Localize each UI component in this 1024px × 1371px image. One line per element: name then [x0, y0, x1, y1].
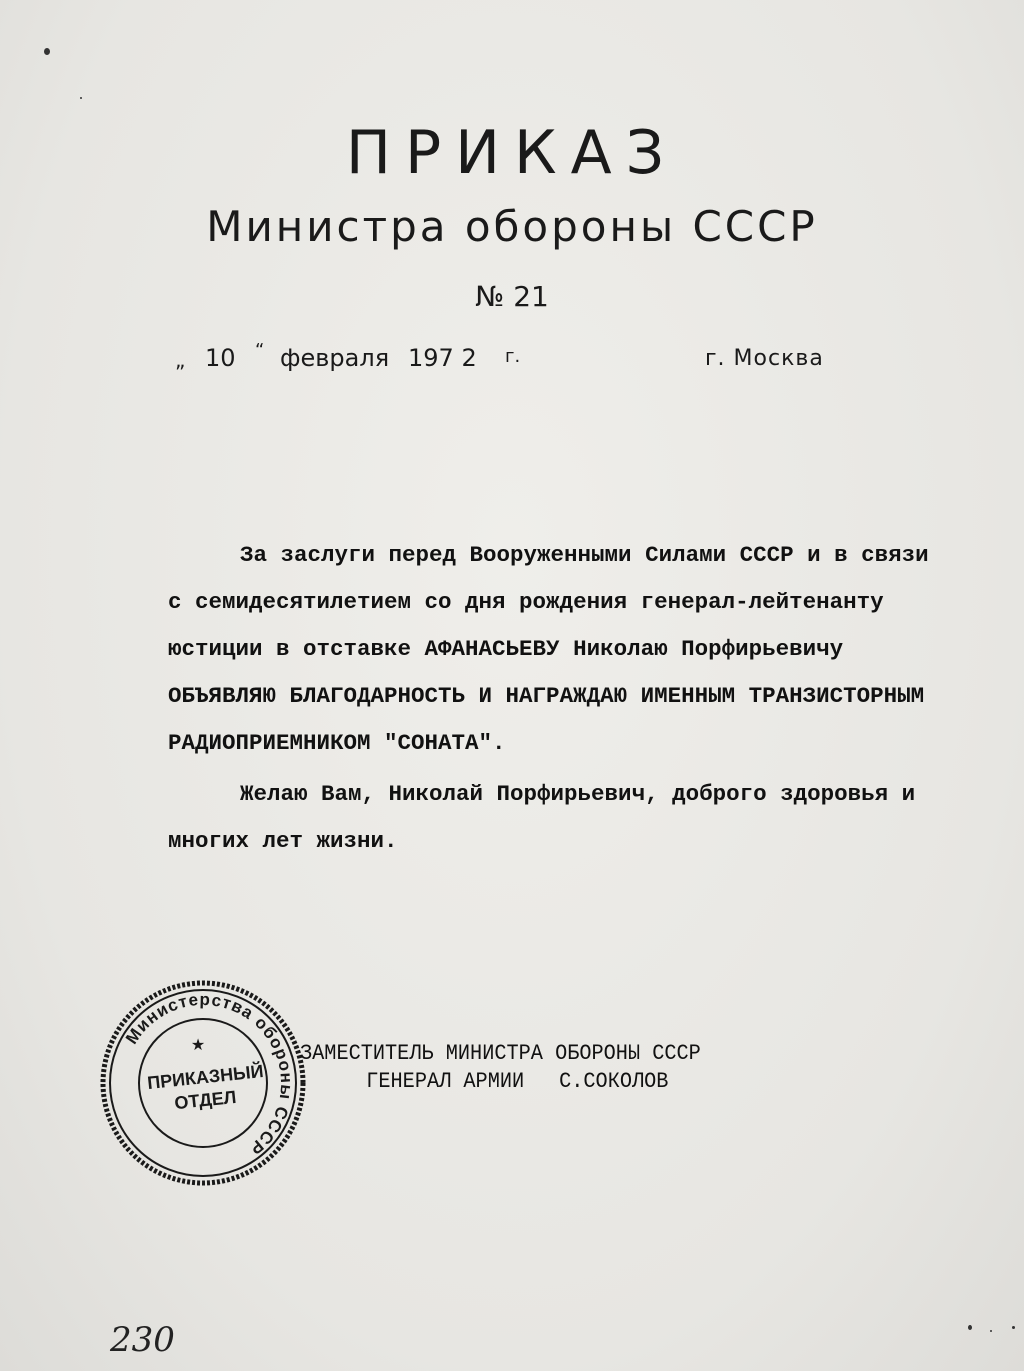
dust-speck — [44, 48, 50, 55]
stamp-center-bottom: ОТДЕЛ — [173, 1086, 238, 1114]
order-body — [168, 532, 978, 865]
body-line: юстиции в отставке АФАНАСЬЕВУ Николаю Порфирьевичу — [168, 636, 844, 662]
dust-speck — [80, 97, 82, 99]
stamp-star: ★ — [190, 1035, 206, 1054]
date-year-suffix: г. — [505, 346, 521, 367]
body-line: ОБЪЯВЛЯЮ БЛАГОДАРНОСТЬ И НАГРАЖДАЮ ИМЕННЫМ ТРАНЗИСТОРНЫМ — [168, 683, 925, 709]
body-line: РАДИОПРИЕМНИКОМ "СОНАТА". — [168, 730, 506, 756]
official-stamp — [98, 978, 308, 1188]
signature-rank-line — [300, 1068, 701, 1096]
body-line: Желаю Вам, Николай Порфирьевич, доброго здоровья и — [240, 781, 916, 807]
date-quote-close: “ — [255, 340, 265, 361]
dust-speck — [968, 1325, 972, 1330]
date-year: 197 2 — [408, 344, 477, 372]
signature-rank: ГЕНЕРАЛ АРМИИ — [366, 1069, 525, 1094]
order-number: № 21 — [475, 280, 549, 313]
date-quote-open: „ — [175, 348, 186, 372]
dust-speck — [990, 1330, 992, 1332]
stamp-outer-text: Министерства обороны СССР — [121, 989, 297, 1159]
document-title: ПРИКАЗ — [345, 118, 679, 188]
body-line: За заслуги перед Вооруженными Силами СССР и в связи — [240, 542, 929, 568]
date-day: 10 — [205, 344, 236, 372]
body-line: многих лет жизни. — [168, 828, 398, 854]
document-subtitle: Министра обороны СССР — [206, 202, 818, 251]
stamp-center-top: ПРИКАЗНЫЙ — [146, 1060, 265, 1094]
signature-block — [300, 1040, 701, 1096]
date-line — [175, 340, 875, 380]
date-city: г. Москва — [705, 346, 824, 371]
signature-title: ЗАМЕСТИТЕЛЬ МИНИСТРА ОБОРОНЫ СССР — [300, 1041, 701, 1066]
archive-page-number: 230 — [110, 1320, 175, 1360]
signature-name: С.СОКОЛОВ — [559, 1069, 669, 1094]
body-line: с семидесятилетием со дня рождения генерал-лейтенанту — [168, 589, 884, 615]
dust-speck — [1012, 1326, 1015, 1329]
date-month: февраля — [280, 344, 390, 372]
